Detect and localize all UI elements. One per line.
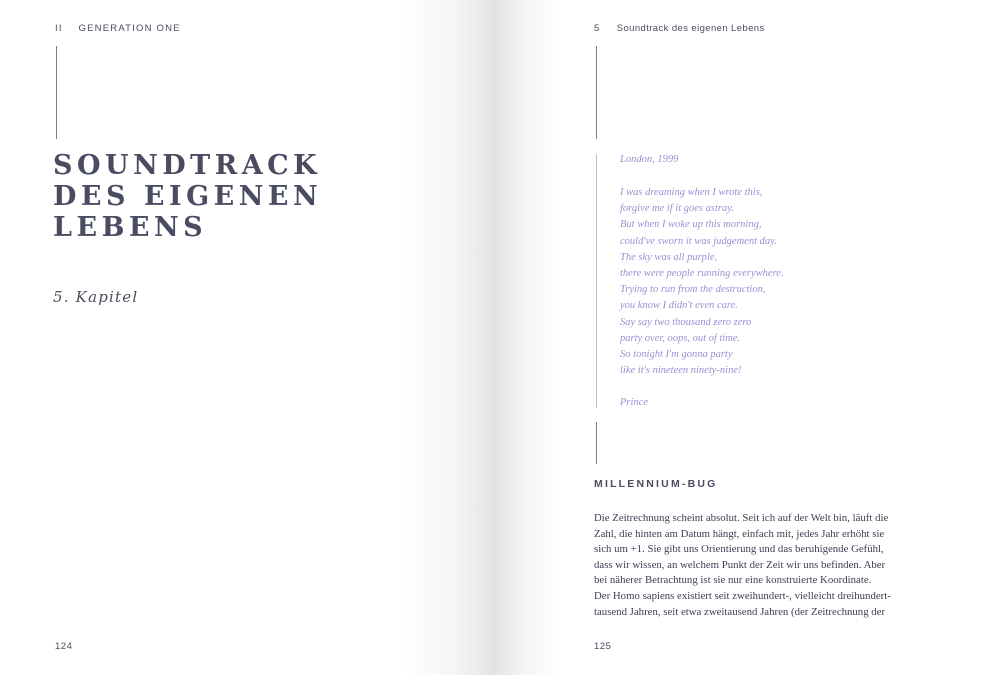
verse-line: But when I woke up this morning, xyxy=(620,219,762,231)
body-line: dass wir wissen, an welchem Punkt der Zeit wir uns befinden. Aber xyxy=(594,558,886,571)
chapter-title xyxy=(53,150,383,243)
running-head-title: Soundtrack des eigenen Lebens xyxy=(616,23,765,34)
gutter-shadow xyxy=(492,0,562,675)
verse-line: there were people running everywhere. xyxy=(620,268,784,280)
verse-line: forgive me if it goes astray. xyxy=(620,203,734,215)
running-head-number: 5 xyxy=(594,23,600,34)
epigraph-verse xyxy=(620,185,860,379)
body-line: Der Homo sapiens existiert seit zweihundert-, vielleicht dreihundert- xyxy=(594,589,891,602)
chapter-subtitle: 5. Kapitel xyxy=(53,288,139,306)
epigraph-place: London, 1999 xyxy=(620,154,679,165)
page-number: 124 xyxy=(55,641,73,652)
verse-line: Say say two thousand zero zero xyxy=(620,316,752,328)
verse-line: party over, oops, out of time. xyxy=(620,332,741,344)
vertical-rule xyxy=(596,422,597,464)
verse-line: So tonight I'm gonna party xyxy=(620,349,733,361)
running-head-left xyxy=(55,23,181,34)
body-line: Zahl, die hinten am Datum hängt, einfach mit, jedes Jahr erhöht sie xyxy=(594,527,885,540)
right-page xyxy=(492,0,984,675)
body-line: bei näherer Betrachtung ist sie nur eine konstruierte Koordinate. xyxy=(594,574,872,587)
verse-line: The sky was all purple, xyxy=(620,251,718,263)
section-heading: MILLENNIUM-BUG xyxy=(594,478,718,490)
gutter-shadow xyxy=(402,0,492,675)
page-number: 125 xyxy=(594,641,612,652)
epigraph-author: Prince xyxy=(620,397,648,409)
verse-line: like it's nineteen ninety-nine! xyxy=(620,365,742,377)
running-head-title: GENERATION ONE xyxy=(78,23,181,34)
verse-line: could've sworn it was judgement day. xyxy=(620,235,777,247)
chapter-title-line: LEBENS xyxy=(53,212,208,243)
epigraph-rule xyxy=(596,154,597,408)
body-line: sich um +1. Sie gibt uns Orientierung und das beruhigende Gefühl, xyxy=(594,543,884,556)
running-head-number: II xyxy=(55,23,63,34)
chapter-title-line: SOUNDTRACK xyxy=(53,150,322,181)
vertical-rule xyxy=(596,46,597,139)
verse-line: I was dreaming when I wrote this, xyxy=(620,187,763,198)
verse-line: Trying to run from the destruction, xyxy=(620,284,766,296)
vertical-rule xyxy=(56,46,57,139)
verse-line: you know I didn't even care. xyxy=(620,300,738,312)
running-head-right xyxy=(594,23,765,34)
body-line: tausend Jahren, seit etwa zweitausend Jahren (der Zeitrechnung der xyxy=(594,605,886,618)
body-line: Die Zeitrechnung scheint absolut. Seit ich auf der Welt bin, läuft die xyxy=(594,512,889,524)
epigraph xyxy=(620,152,860,411)
body-text xyxy=(594,511,944,627)
chapter-title-line: DES EIGENEN xyxy=(53,181,323,212)
